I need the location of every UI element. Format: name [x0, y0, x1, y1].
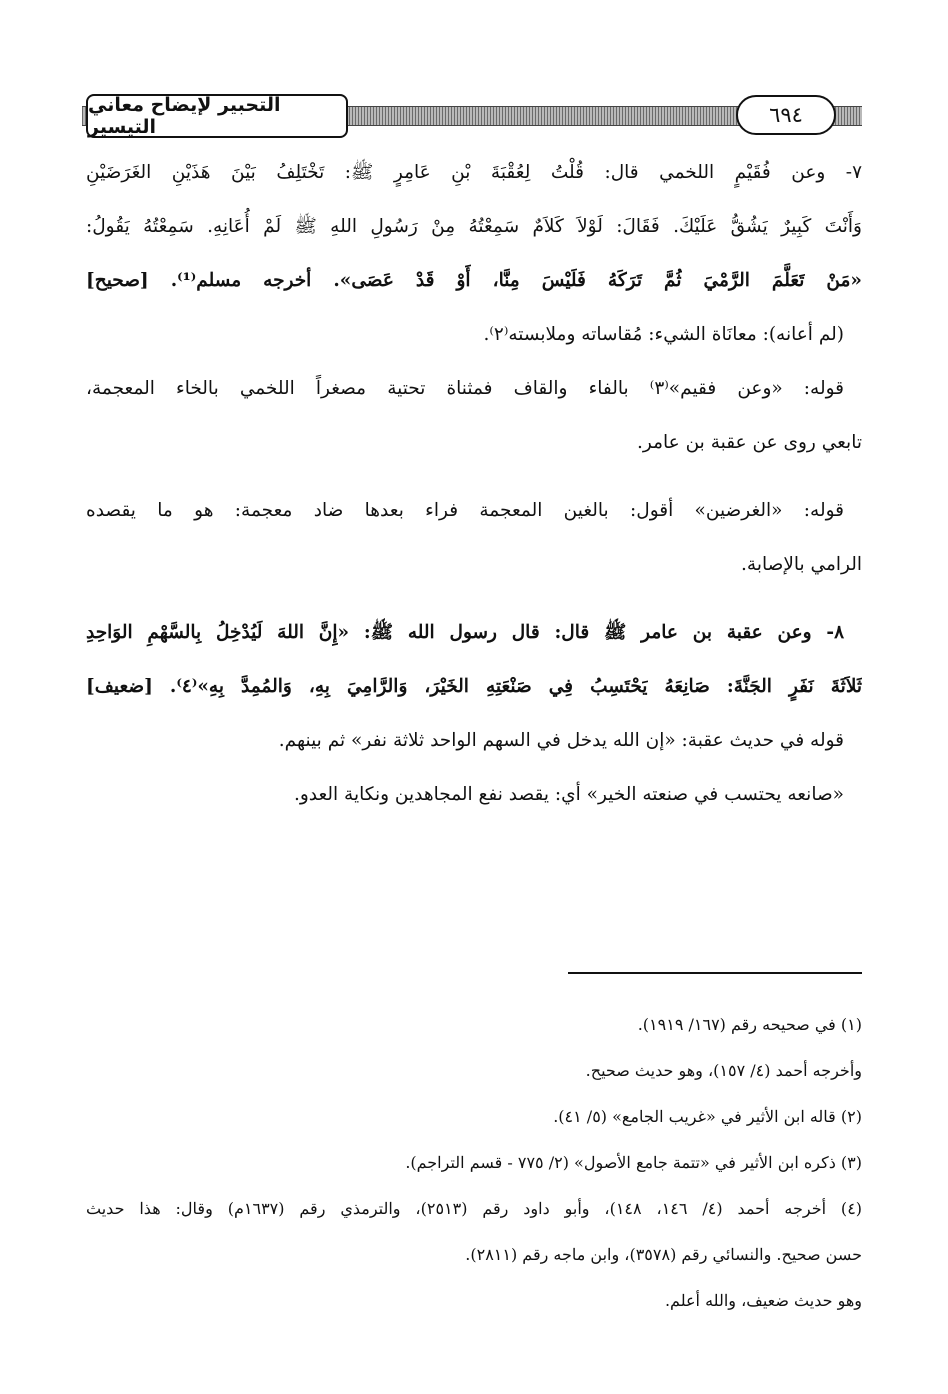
footnote-3: (٣) ذكره ابن الأثير في «تتمة جامع الأصول» (٢/ ٧٧٥ - قسم التراجم). [405, 1153, 862, 1172]
hadith-7-line-3: «مَنْ تَعَلَّمَ الرَّمْيَ ثُمَّ تَرَكَهُ فَلَيْسَ مِنَّا، أَوْ قَدْ عَصَى». أخرجه مسلم⁽¹⁾. [صحيح] [86, 270, 862, 291]
page-header [82, 92, 862, 144]
footnote-divider [568, 972, 862, 974]
commentary-gharadayn-line-2: الرامي بالإصابة. [741, 554, 862, 575]
commentary-faqim-line-2: تابعي روى عن عقبة بن عامر. [637, 432, 862, 453]
hadith-8-line-2: ثَلاَثَةَ نَفَرٍ الجَنَّةَ: صَانِعَهُ يَحْتَسِبُ فِي صَنْعَتِهِ الخَيْرَ، وَالرَّامِيَ بِهِ، وَالمُمِدَّ بِهِ»⁽٤⁾. [ضعيف] [86, 676, 862, 697]
footnote-4-cont: حسن صحيح. والنسائي رقم (٣٥٧٨)، وابن ماجه رقم (٢٨١١). [465, 1245, 862, 1264]
book-title: التحبير لإيضاح معاني التيسير [86, 94, 348, 138]
commentary-uqba-line-2: «صانعه يحتسب في صنعته الخير» أي: يقصد نفع المجاهدين ونكاية العدو. [293, 784, 844, 805]
commentary-faqim-line-1: قوله: «وعن فقيم»⁽٣⁾ بالفاء والقاف فمثناة تحتية مصغراً اللخمي بالخاء المعجمة، [86, 378, 844, 399]
gloss-lam-uanih: (لم أعانه): معانَاة الشيء: مُقاساته وملابسته⁽٢⁾. [483, 324, 844, 345]
hadith-8-line-1: ٨- وعن عقبة بن عامر ﷺ قال: قال رسول الله ﷺ: «إِنَّ اللهَ لَيُدْخِلُ بِالسَّهْمِ الوَاحِدِ [86, 622, 844, 643]
footnote-4-end: وهو حديث ضعيف، والله أعلم. [664, 1291, 862, 1310]
footnote-4: (٤) أخرجه أحمد (٤/ ١٤٦، ١٤٨)، وأبو داود رقم (٢٥١٣)، والترمذي رقم (١٦٣٧م) وقال: هذا حديث [86, 1199, 862, 1218]
hadith-7-line-1: ٧- وعن فُقَيْمٍ اللخمي قال: قُلْتُ لِعُقْبَةَ بْنِ عَامِرٍ ﷺ: تَخْتَلِفُ بَيْنَ هَذَيْنِ الغَرَضَيْنِ [86, 162, 862, 183]
main-text [86, 146, 862, 822]
hadith-7-line-2: وَأَنْتَ كَبِيرٌ يَشُقُّ عَلَيْكَ. فَقَالَ: لَوْلاَ كَلاَمٌ سَمِعْتُهُ مِنْ رَسُولِ اللهِ ﷺ لَمْ أُعَانِهِ. سَمِعْتُهُ يَقُولُ: [86, 216, 862, 237]
commentary-uqba-line-1: قوله في حديث عقبة: «إن الله يدخل في السهم الواحد ثلاثة نفر» ثم بينهم. [278, 730, 844, 751]
page-number: ٦٩٤ [736, 95, 836, 135]
footnote-1-cont: وأخرجه أحمد (٤/ ١٥٧)، وهو حديث صحيح. [585, 1061, 862, 1080]
footnotes [86, 1002, 862, 1324]
footnote-1: (١) في صحيحه رقم (١٦٧/ ١٩١٩). [637, 1015, 862, 1034]
footnote-2: (٢) قاله ابن الأثير في «غريب الجامع» (٥/ ٤١). [553, 1107, 862, 1126]
commentary-gharadayn-line-1: قوله: «الغرضين» أقول: بالغين المعجمة فراء بعدها ضاد معجمة: هو ما يقصده [86, 500, 844, 521]
